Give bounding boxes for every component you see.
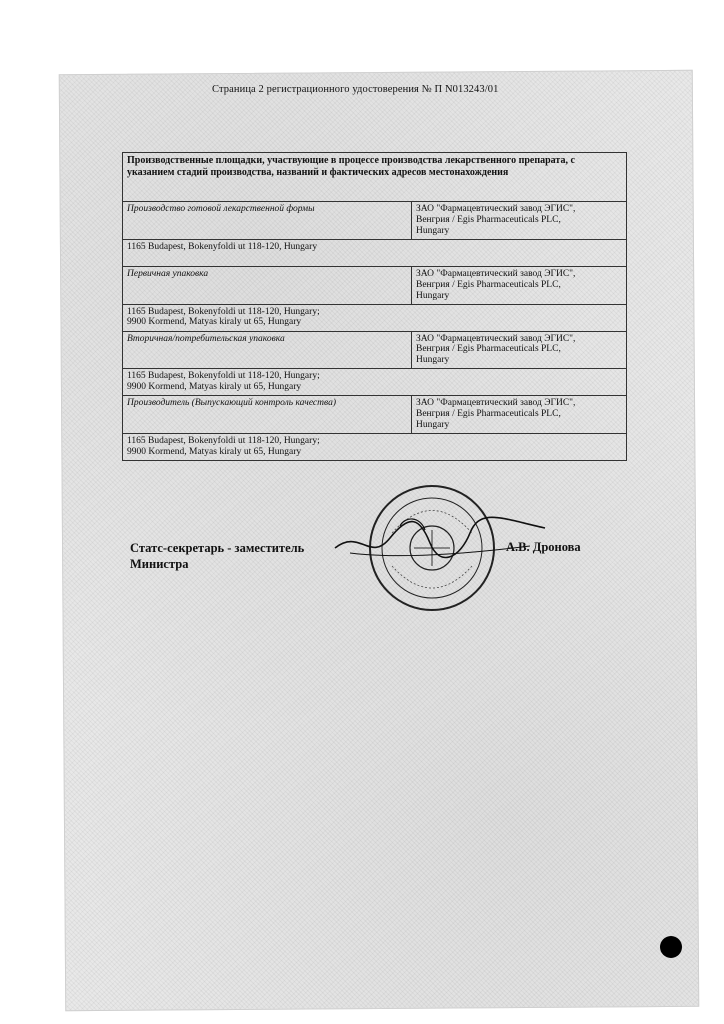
table-heading: Производственные площадки, участвующие в процессе производства лекарственного препарата, с указанием стадий производства, названий и фактических адресов местонахождения [123, 153, 627, 202]
table-row [123, 331, 627, 369]
table-row [123, 266, 627, 304]
company-line: ЗАО "Фармацевтический завод ЭГИС", [416, 398, 576, 409]
address-line: 1165 Budapest, Bokenyfoldi ut 118-120, Hungary; [127, 436, 320, 447]
company-line: Венгрия / Egis Pharmaceuticals PLC, [416, 214, 561, 225]
table-row [123, 396, 627, 434]
table-row [123, 202, 627, 240]
company-line: Hungary [416, 225, 450, 236]
signer-position [130, 540, 350, 573]
stage-cell: Производство готовой лекарственной формы [123, 202, 412, 240]
signer-name: А.В. Дронова [506, 540, 581, 554]
company-line: Hungary [416, 420, 450, 431]
stage-cell: Первичная упаковка [123, 266, 412, 304]
stage-cell: Вторичная/потребительская упаковка [123, 331, 412, 369]
page-header: Страница 2 регистрационного удостоверения № П N013243/01 [212, 84, 499, 95]
company-cell [412, 202, 627, 240]
address-cell [123, 369, 627, 396]
company-cell [412, 331, 627, 369]
company-line: ЗАО "Фармацевтический завод ЭГИС", [416, 204, 576, 214]
address-cell [123, 239, 627, 266]
company-line: Hungary [416, 355, 450, 366]
company-line: ЗАО "Фармацевтический завод ЭГИС", [416, 333, 576, 344]
table-row [123, 434, 627, 461]
signer-position-line2: Министра [130, 557, 189, 572]
company-cell [412, 266, 627, 304]
address-cell [123, 304, 627, 331]
stage-cell: Производитель (Выпускающий контроль качества) [123, 396, 412, 434]
table-heading-row [123, 153, 627, 202]
address-line: 9900 Kormend, Matyas kiraly ut 65, Hungary [127, 446, 302, 457]
company-line: Венгрия / Egis Pharmaceuticals PLC, [416, 344, 561, 355]
production-sites-table [122, 152, 627, 461]
table-row [123, 304, 627, 331]
company-line: Венгрия / Egis Pharmaceuticals PLC, [416, 279, 561, 290]
address-cell [123, 434, 627, 461]
table-row [123, 239, 627, 266]
address-line: 1165 Budapest, Bokenyfoldi ut 118-120, Hungary; [127, 306, 320, 317]
company-line: ЗАО "Фармацевтический завод ЭГИС", [416, 268, 576, 279]
company-cell [412, 396, 627, 434]
address-line: 9900 Kormend, Matyas kiraly ut 65, Hungary [127, 382, 302, 393]
table-row [123, 369, 627, 396]
address-line: 1165 Budapest, Bokenyfoldi ut 118-120, Hungary [127, 241, 318, 252]
address-line: 1165 Budapest, Bokenyfoldi ut 118-120, Hungary; [127, 371, 320, 382]
handwritten-signature-icon [330, 508, 550, 568]
company-line: Hungary [416, 290, 450, 301]
address-line: 9900 Kormend, Matyas kiraly ut 65, Hungary [127, 317, 302, 328]
black-dot-mark [660, 936, 682, 958]
signer-position-line1: Статс-секретарь - заместитель [130, 541, 305, 555]
company-line: Венгрия / Egis Pharmaceuticals PLC, [416, 409, 561, 420]
